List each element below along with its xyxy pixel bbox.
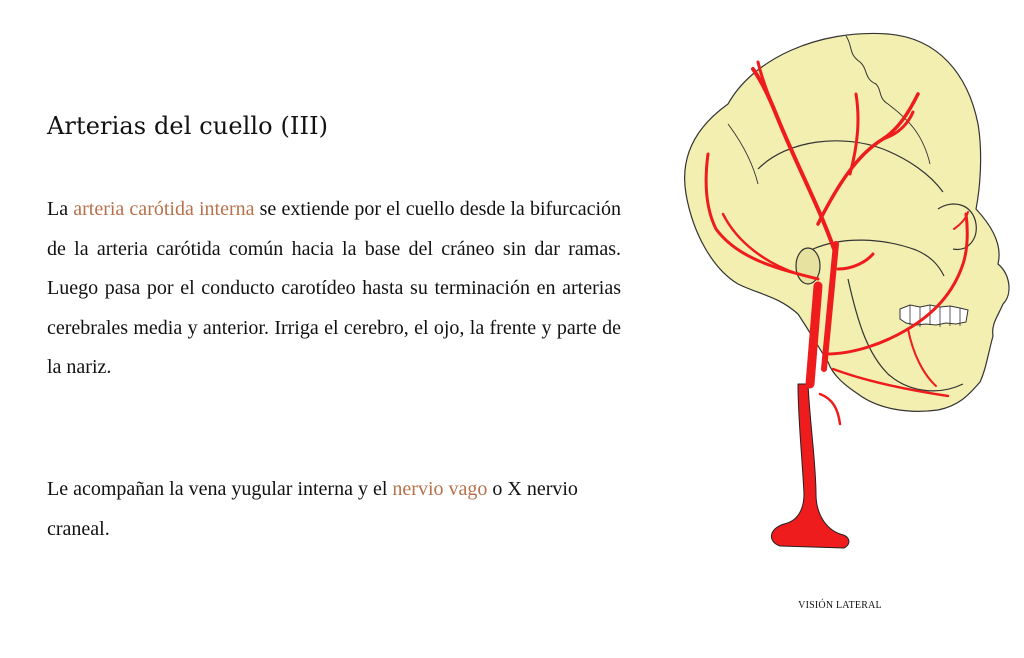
page-title: Arterias del cuello (III) <box>47 112 329 140</box>
paragraph-text-end: se extiende por el cuello desde la bifurcación de la arteria carótida común hacia la base del cráneo sin dar ramas. Luego pasa por el conducto carotídeo hasta su terminación en arterias cerebrales media y anterior. Irriga el cerebro, el ojo, la frente y parte de la nariz. <box>47 198 622 378</box>
paragraph-text-start: Le acompañan la vena yugular interna y el <box>47 478 393 500</box>
paragraph-text-end: o X nervio craneal. <box>47 478 578 540</box>
companion-paragraph <box>47 470 621 549</box>
figure-caption: VISIÓN LATERAL <box>798 600 882 611</box>
paragraph-text-start: La <box>47 198 74 220</box>
description-paragraph <box>47 190 621 388</box>
skull-carotid-illustration <box>668 24 1018 564</box>
vagus-nerve-link[interactable]: nervio vago <box>392 478 488 500</box>
internal-carotid-link[interactable]: arteria carótida interna <box>73 198 255 220</box>
